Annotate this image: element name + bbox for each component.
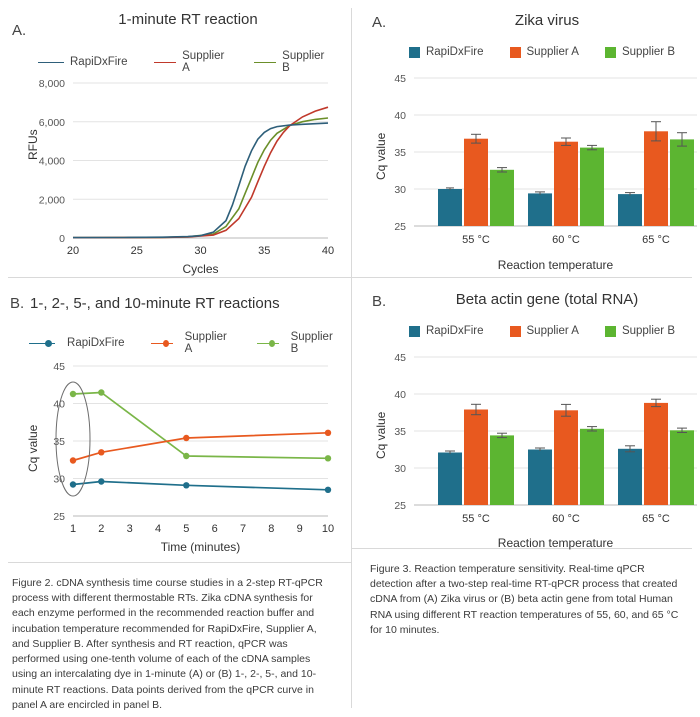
svg-text:10: 10 xyxy=(321,523,335,535)
panel-letter-top-right: A. xyxy=(372,14,387,31)
line-swatch-icon xyxy=(151,343,174,344)
x-axis-label-bottom-right: Reaction temperature xyxy=(497,536,614,550)
figure-3-caption: Figure 3. Reaction temperature sensitivity. Real-time qPCR detection after a two-step real-time RT-qPCR process that created cDNA from (A) Zika virus or (B) beta actin gene from total Human RNA using different RT reaction temperatures of 55, 60, and 65 °C for 10 minutes. xyxy=(370,563,679,636)
x-tick-label: 65 °C xyxy=(642,513,670,525)
svg-text:30: 30 xyxy=(394,184,406,196)
legend-label: RapiDxFire xyxy=(425,46,484,58)
legend-label: RapiDxFire xyxy=(70,56,128,68)
data-point xyxy=(70,457,76,463)
svg-text:45: 45 xyxy=(394,352,406,364)
bar-rapidxfire xyxy=(618,194,642,226)
bar-rapidxfire xyxy=(438,453,462,506)
data-point xyxy=(98,449,104,455)
zika-virus-bar-plot xyxy=(352,66,700,256)
legend-label: Supplier A xyxy=(184,331,227,355)
svg-text:9: 9 xyxy=(296,523,303,535)
color-swatch-icon xyxy=(510,326,521,337)
y-axis-label-top-left: RFUs xyxy=(26,129,40,160)
series-supplier-b-curve xyxy=(73,118,328,238)
svg-text:30: 30 xyxy=(194,245,207,257)
bar-supplier-b xyxy=(490,170,514,226)
divider-caption-left xyxy=(8,562,351,563)
panel-title-bottom-right: Beta actin gene (total RNA) xyxy=(455,291,639,308)
panel-top-right xyxy=(352,0,700,277)
svg-text:45: 45 xyxy=(53,361,65,373)
bar-supplier-b xyxy=(580,148,604,226)
beta-actin-bar-plot xyxy=(352,345,700,535)
data-point xyxy=(70,481,76,487)
svg-text:25: 25 xyxy=(394,500,406,512)
svg-text:0: 0 xyxy=(59,233,65,245)
y-axis-label-top-right: Cq value xyxy=(374,132,388,180)
x-tick-label: 55 °C xyxy=(462,234,490,246)
svg-text:2,000: 2,000 xyxy=(38,194,65,207)
legend-label: RapiDxFire xyxy=(67,337,125,349)
amplification-curve-plot xyxy=(3,68,348,258)
bar-supplier-a xyxy=(644,403,668,505)
legend-item-rapidxfire xyxy=(38,56,128,68)
figure-2-caption: Figure 2. cDNA synthesis time course studies in a 2-step RT-qPCR process with different thermostable RTs. Zika cDNA synthesis for each enzyme performed in the recommended reaction buffer and incubation temperature recommended for RapiDxFire, Supplier A, and Supplier B. After synthesis and RT reaction, qPCR was performed using one-tenth volume of each of the cDNA samples using an intercalating dye in 1-minute (A) or (B) 1-, 2-, 5-, and 10-minute RT reactions. Data points derived from the qPCR curve in panel A are encircled in panel B. xyxy=(12,577,323,711)
svg-text:45: 45 xyxy=(394,73,406,85)
series-rapidxfire-curve xyxy=(73,123,328,238)
legend-label: Supplier B xyxy=(621,46,675,58)
bar-rapidxfire xyxy=(528,193,552,226)
time-course-plot xyxy=(3,351,348,539)
data-point xyxy=(183,482,189,488)
svg-text:40: 40 xyxy=(394,110,406,122)
data-point xyxy=(183,453,189,459)
bar-rapidxfire xyxy=(528,450,552,506)
legend-item-rapidxfire xyxy=(409,325,484,337)
svg-text:4: 4 xyxy=(154,523,162,535)
line-swatch-icon xyxy=(154,62,177,63)
panel-bottom-right xyxy=(352,277,700,548)
panel-title-bottom-left: 1-, 2-, 5-, and 10-minute RT reactions xyxy=(30,295,280,312)
legend-item-supplier-b xyxy=(605,325,675,337)
x-tick-label: 65 °C xyxy=(642,234,670,246)
series-supplier-b-line xyxy=(73,393,328,459)
legend-bottom-right xyxy=(392,325,692,337)
svg-text:35: 35 xyxy=(394,426,406,438)
svg-text:25: 25 xyxy=(53,511,65,523)
dot-marker-icon xyxy=(269,340,275,347)
svg-text:8,000: 8,000 xyxy=(38,78,65,90)
svg-text:35: 35 xyxy=(258,245,271,257)
legend-label: Supplier A xyxy=(182,50,225,74)
line-swatch-icon xyxy=(254,62,276,63)
dot-marker-icon xyxy=(163,340,169,347)
svg-text:40: 40 xyxy=(321,245,335,257)
data-point xyxy=(70,391,76,397)
x-axis-label-bottom-left: Time (minutes) xyxy=(160,540,241,554)
panel-title-top-right: Zika virus xyxy=(514,12,580,29)
x-tick-label: 60 °C xyxy=(552,513,580,525)
svg-text:2: 2 xyxy=(98,523,105,535)
dot-marker-icon xyxy=(45,340,52,347)
x-tick-label: 55 °C xyxy=(462,513,490,525)
svg-text:30: 30 xyxy=(53,473,65,486)
legend-label: Supplier A xyxy=(526,325,579,337)
svg-text:1: 1 xyxy=(69,523,77,535)
svg-text:40: 40 xyxy=(53,398,65,411)
bar-supplier-b xyxy=(490,435,514,505)
y-axis-label-bottom-left: Cq value xyxy=(26,424,40,472)
svg-text:8: 8 xyxy=(268,523,275,535)
color-swatch-icon xyxy=(409,326,420,337)
bar-supplier-a xyxy=(554,410,578,505)
data-point xyxy=(325,430,331,436)
data-point xyxy=(325,487,331,493)
color-swatch-icon xyxy=(605,47,616,58)
svg-text:35: 35 xyxy=(394,147,406,159)
bar-supplier-a xyxy=(464,139,488,226)
svg-text:25: 25 xyxy=(130,245,143,257)
svg-text:20: 20 xyxy=(66,245,80,257)
color-swatch-icon xyxy=(409,47,420,58)
svg-text:25: 25 xyxy=(394,221,406,233)
legend-label: Supplier B xyxy=(282,50,325,74)
svg-text:5: 5 xyxy=(183,523,190,535)
data-point xyxy=(98,478,104,484)
legend-item-supplier-a xyxy=(510,325,579,337)
svg-text:7: 7 xyxy=(239,523,247,535)
bar-rapidxfire xyxy=(618,449,642,505)
legend-label: Supplier B xyxy=(621,325,675,337)
series-rapidxfire-line xyxy=(73,482,328,490)
legend-top-right xyxy=(392,46,692,58)
panel-letter-bottom-left: B. xyxy=(10,295,25,312)
x-axis-label-top-left: Cycles xyxy=(182,262,219,276)
bar-rapidxfire xyxy=(438,189,462,226)
legend-label: Supplier B xyxy=(290,331,333,355)
panel-bottom-left xyxy=(0,277,351,562)
x-tick-label: 60 °C xyxy=(552,234,580,246)
data-point xyxy=(98,389,104,395)
legend-label: RapiDxFire xyxy=(425,325,484,337)
svg-text:6,000: 6,000 xyxy=(38,116,65,129)
legend-item-supplier-b xyxy=(605,46,675,58)
series-supplier-a-curve xyxy=(73,107,328,238)
color-swatch-icon xyxy=(510,47,521,58)
panel-title-top-left: 1-minute RT reaction xyxy=(118,11,258,28)
panel-letter-top-left: A. xyxy=(12,22,27,39)
panel-letter-bottom-right: B. xyxy=(372,293,387,310)
bar-supplier-b xyxy=(670,430,694,505)
svg-text:4,000: 4,000 xyxy=(38,155,65,168)
svg-text:6: 6 xyxy=(211,523,218,535)
data-point xyxy=(183,435,189,441)
svg-text:30: 30 xyxy=(394,463,406,475)
legend-item-supplier-a xyxy=(510,46,579,58)
bar-supplier-a xyxy=(464,410,488,506)
y-axis-label-bottom-right: Cq value xyxy=(374,411,388,459)
bar-supplier-b xyxy=(670,139,694,226)
svg-text:40: 40 xyxy=(394,389,406,401)
x-axis-label-top-right: Reaction temperature xyxy=(497,258,614,272)
legend-label: Supplier A xyxy=(526,46,579,58)
svg-text:3: 3 xyxy=(126,523,133,535)
data-point xyxy=(325,455,331,461)
svg-text:35: 35 xyxy=(53,436,65,448)
legend-item-rapidxfire xyxy=(29,337,125,349)
legend-item-rapidxfire xyxy=(409,46,484,58)
bar-supplier-a xyxy=(644,131,668,226)
line-swatch-icon xyxy=(38,62,64,63)
color-swatch-icon xyxy=(605,326,616,337)
bar-supplier-b xyxy=(580,429,604,505)
bar-supplier-a xyxy=(554,142,578,226)
panel-top-left xyxy=(0,0,351,277)
